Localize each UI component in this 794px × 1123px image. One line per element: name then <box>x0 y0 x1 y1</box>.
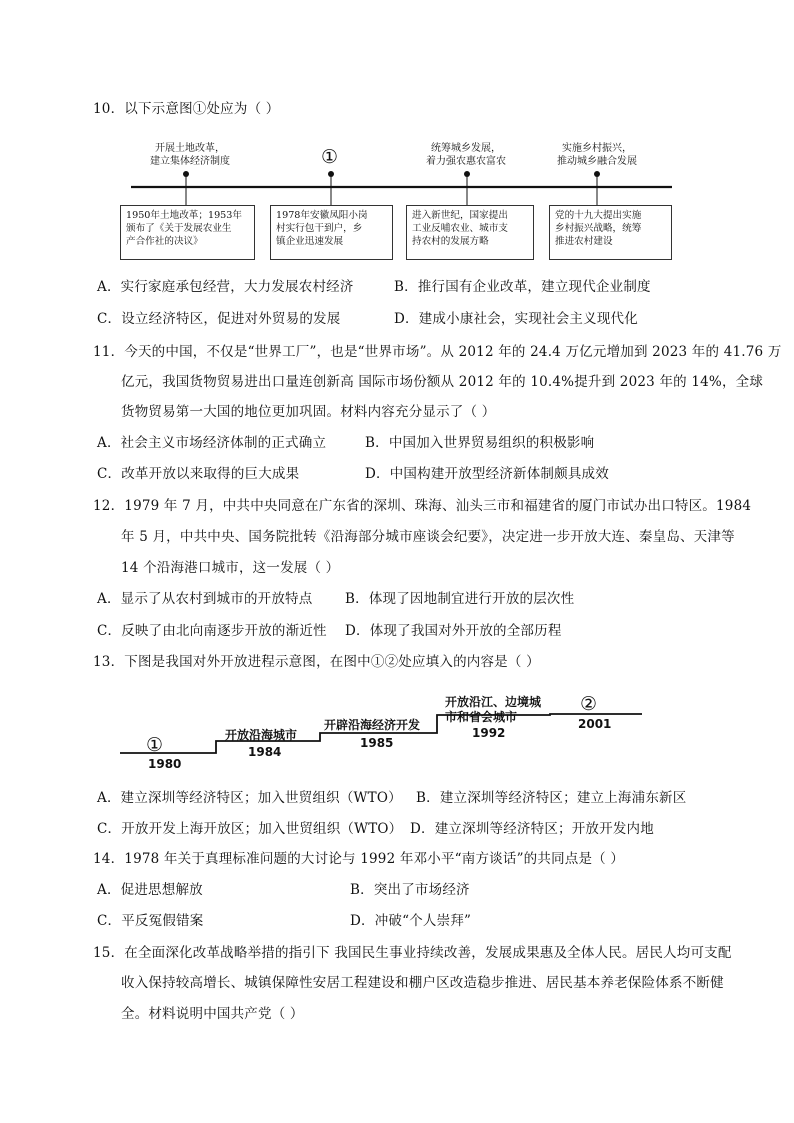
q11-line-3: 货物贸易第一大国的地位更加巩固。材料内容充分显示了（ ） <box>121 404 496 420</box>
q13-option-a[interactable]: A．建立深圳等经济特区；加入世贸组织（WTO） <box>97 790 402 806</box>
q13-step-1-year: 1980 <box>148 757 182 771</box>
q13-step-5-label: ② <box>580 693 598 715</box>
q10-marker-1: ① <box>321 146 339 168</box>
q11-option-d[interactable]: D．中国构建开放型经济新体制颇具成效 <box>365 466 609 482</box>
q10-box-4: 党的十九大提出实施 乡村振兴战略，统筹 推进农村建设 <box>549 205 672 260</box>
q12-line-1: 12．1979 年 7 月，中共中央同意在广东省的深圳、珠海、汕头三市和福建省的厦门市试办出口特区。1984 <box>93 498 752 514</box>
q13-step-2-year: 1984 <box>248 745 282 759</box>
q11-option-a[interactable]: A．社会主义市场经济体制的正式确立 <box>97 435 327 451</box>
q10-box-2: 1978年安徽凤阳小岗 村实行包干到户，乡 镇企业迅速发展 <box>270 205 393 260</box>
q12-option-d[interactable]: D．体现了我国对外开放的全部历程 <box>345 623 562 639</box>
q11-option-b[interactable]: B．中国加入世界贸易组织的积极影响 <box>365 435 595 451</box>
q15-line-3: 全。材料说明中国共产党（ ） <box>121 1006 304 1022</box>
q10-box-1: 1950年土地改革；1953年 颁布了《关于发展农业生 产合作社的决议》 <box>120 205 255 260</box>
q12-line-2: 年 5 月，中共中央、国务院批转《沿海部分城市座谈会纪要》，决定进一步开放大连、秦皇岛、天津等 <box>121 529 735 545</box>
q12-line-3: 14 个沿海港口城市，这一发展（ ） <box>121 560 340 576</box>
q10-option-c[interactable]: C．设立经济特区，促进对外贸易的发展 <box>97 311 341 327</box>
q14-option-b[interactable]: B．突出了市场经济 <box>350 882 470 898</box>
q13-step-4-year: 1992 <box>472 726 506 740</box>
q12-option-b[interactable]: B．体现了因地制宜进行开放的层次性 <box>345 591 575 607</box>
q14-option-a[interactable]: A．促进思想解放 <box>97 882 203 898</box>
q10-label-3: 统筹城乡发展， 着力强农惠农富农 <box>426 143 506 167</box>
q10-box-3: 进入新世纪，国家提出 工业反哺农业、城市支 持农村的发展方略 <box>406 205 534 260</box>
q13-stem: 13．下图是我国对外开放进程示意图，在图中①②处应填入的内容是（ ） <box>93 654 540 670</box>
q13-step-2-label: 开放沿海城市 <box>225 728 298 742</box>
q10-option-d[interactable]: D．建成小康社会，实现社会主义现代化 <box>394 311 638 327</box>
q13-step-5-year: 2001 <box>578 717 612 731</box>
q13-step-3-label: 开辟沿海经济开发 <box>324 718 421 732</box>
q12-option-c[interactable]: C．反映了由北向南逐步开放的渐近性 <box>97 623 327 639</box>
q10-label-1: 开展土地改革， 建立集体经济制度 <box>150 143 230 167</box>
q11-line-1: 11．今天的中国，不仅是“世界工厂”，也是“世界市场”。从 2012 年的 24.4 万亿元增加到 2023 年的 41.76 万 <box>93 344 782 360</box>
q13-step-4-label: 开放沿江、边境城 市和省会城市 <box>445 695 542 724</box>
q11-line-2: 亿元，我国货物贸易进出口量连创新高 国际市场份额从 2012 年的 10.4%提升到 2023 年的 14%，全球 <box>121 374 764 390</box>
q10-option-b[interactable]: B．推行国有企业改革，建立现代企业制度 <box>394 279 651 295</box>
q13-step-1-label: ① <box>146 734 164 756</box>
q14-option-d[interactable]: D．冲破“个人崇拜” <box>350 913 472 929</box>
q13-option-d[interactable]: D．建立深圳等经济特区；开放开发内地 <box>410 821 654 837</box>
q14-stem: 14．1978 年关于真理标准问题的大讨论与 1992 年邓小平“南方谈话”的共同点是（ ） <box>93 851 625 867</box>
q11-option-c[interactable]: C．改革开放以来取得的巨大成果 <box>97 466 300 482</box>
q10-stem: 10．以下示意图①处应为（ ） <box>93 101 280 117</box>
q15-line-2: 收入保持较高增长、城镇保障性安居工程建设和棚户区改造稳步推进、居民基本养老保险体系不断健 <box>121 975 724 991</box>
q13-option-c[interactable]: C．开放开发上海开放区；加入世贸组织（WTO） <box>97 821 403 837</box>
q10-label-4: 实施乡村振兴， 推动城乡融合发展 <box>557 143 637 167</box>
q13-step-3-year: 1985 <box>360 736 394 750</box>
q12-option-a[interactable]: A．显示了从农村到城市的开放特点 <box>97 591 313 607</box>
q15-line-1: 15．在全面深化改革战略举措的指引下 我国民生事业持续改善，发展成果惠及全体人民。居民人均可支配 <box>93 945 732 961</box>
q13-option-b[interactable]: B．建立深圳等经济特区；建立上海浦东新区 <box>416 790 687 806</box>
q14-option-c[interactable]: C．平反冤假错案 <box>97 913 204 929</box>
q10-option-a[interactable]: A．实行家庭承包经营，大力发展农村经济 <box>97 279 354 295</box>
